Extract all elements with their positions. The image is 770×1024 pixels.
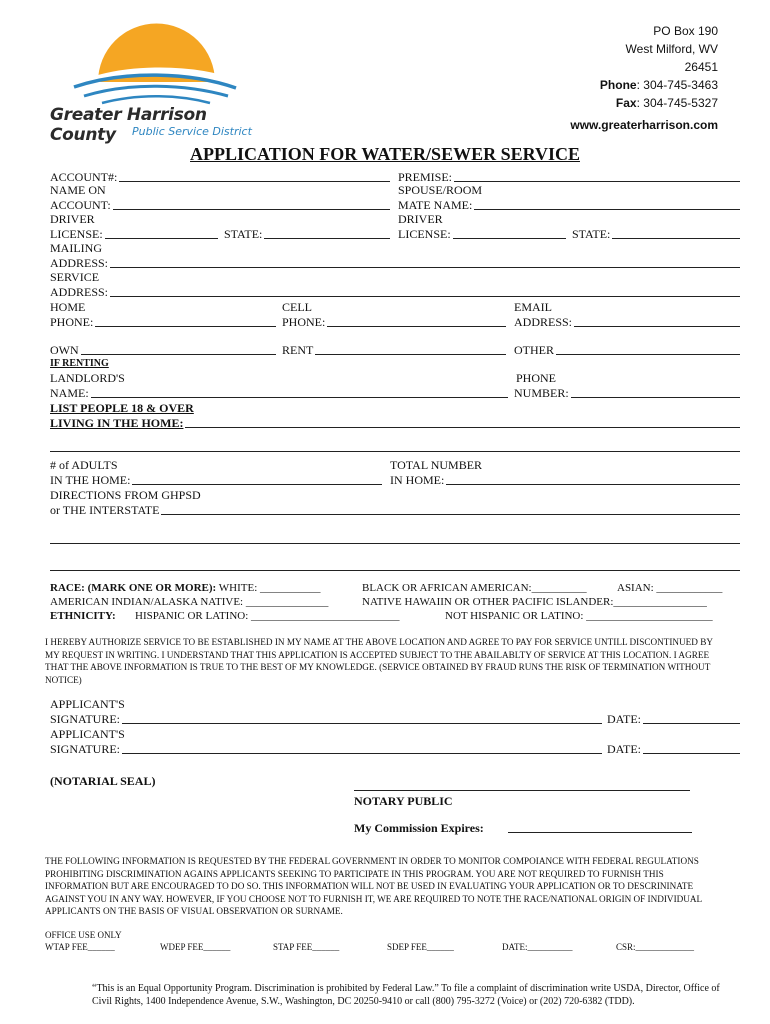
asian-option[interactable]: ASIAN: ____________ [617,582,723,594]
race-label: RACE: (MARK ONE OR MORE): [50,582,217,594]
total-number-label: TOTAL NUMBER [390,458,483,472]
commission-line[interactable] [508,832,692,833]
po-box: PO Box 190 [653,24,718,38]
hawaiian-option[interactable]: NATIVE HAWAIIN OR OTHER PACIFIC ISLANDER:_________________ [362,596,707,608]
wtap-fee-field[interactable]: WTAP FEE______ [45,942,115,952]
name-on-label: NAME ON [50,183,106,197]
interstate-label: or THE INTERSTATE [50,503,160,517]
zip: 26451 [684,60,718,74]
office-date-field[interactable]: DATE:__________ [502,942,573,952]
spouse-state-field[interactable] [572,227,740,242]
adults-in-home-label: IN THE HOME: [50,473,131,487]
applicant2-label: APPLICANT'S [50,727,125,741]
stap-fee-field[interactable]: STAP FEE______ [273,942,340,952]
notary-signature-line[interactable] [354,790,690,791]
total-in-home-field[interactable] [390,473,740,488]
mailing-label: MAILING [50,241,102,255]
own-field[interactable] [50,343,276,358]
landlord-name-label: NAME: [50,386,89,400]
csr-field[interactable]: CSR:_____________ [616,942,695,952]
phone-number: 304-745-3463 [643,78,718,92]
cell-label: CELL [282,300,312,314]
other-field[interactable] [514,343,740,358]
home-phone-field[interactable] [50,315,276,330]
fax-label: Fax [615,96,637,110]
authorization-text: I HEREBY AUTHORIZE SERVICE TO BE ESTABLISHED IN MY NAME AT THE ABOVE LOCATION AND AGREE TO PAY FOR SERVICE UNTILL DISCONTINUED BY MY REQUEST IN WRITING. I UNDERSTAND THAT THIS APPLICATION IS ACCEPTED SUBJECT TO THE ABAILABLTY OF SERVICE AT THIS LOCATION. I AGREE THAT THE ABOVE INFORMATION IS TRUE TO THE BEST OF MY KNOWLEDGE. (SERVICE OBTAINED BY FRAUD RUNS THE RISK OF TERMINATION WITHOUT NOTICE) [45,637,713,685]
home-label: HOME [50,300,86,314]
website[interactable]: www.greaterharrison.com [570,118,718,132]
sdep-fee-field[interactable]: SDEP FEE______ [387,942,454,952]
landlords-label: LANDLORD'S [50,371,125,385]
landlord-name-field[interactable] [50,386,508,401]
state-label: STATE: [224,227,263,241]
home-phone-label: PHONE: [50,315,94,329]
applicant2-date-field[interactable] [607,742,740,757]
logo-name: Greater Harrison County [50,105,207,145]
directions-field[interactable] [50,503,740,518]
premise-label: PREMISE: [398,170,453,184]
living-in-home-label: LIVING IN THE HOME: [50,416,184,430]
commission-label: My Commission Expires: [354,821,484,835]
cell-phone-label: PHONE: [282,315,326,329]
license-field[interactable] [50,227,218,242]
mailing-address-label: ADDRESS: [50,256,109,270]
signature1-label: SIGNATURE: [50,712,121,726]
logo-sub: Public Service District [132,125,252,138]
hispanic-option[interactable]: HISPANIC OR LATINO: ___________________________ [135,610,400,622]
own-label: OWN [50,343,79,357]
directions-line-3[interactable] [50,570,740,571]
if-renting-label: IF RENTING [50,358,109,369]
contact-block [570,22,718,134]
sun-waves-logo-icon [50,10,265,105]
phone-line: Phone: 304-745-3463 [599,78,718,92]
account-name-field[interactable] [50,198,390,213]
notary-public-label: NOTARY PUBLIC [354,794,453,808]
white-option[interactable]: WHITE: ___________ [218,582,321,594]
account-label: ACCOUNT: [50,198,111,212]
signature2-label: SIGNATURE: [50,742,121,756]
mailing-address-field[interactable] [50,256,740,271]
license-label: LICENSE: [50,227,103,241]
date1-label: DATE: [607,712,641,726]
mate-name-field[interactable] [398,198,740,213]
spouse-state-label: STATE: [572,227,611,241]
city: West Milford, WV [625,42,718,56]
fax-line: Fax: 304-745-5327 [615,96,718,110]
total-in-home-label: IN HOME: [390,473,445,487]
federal-info-text: THE FOLLOWING INFORMATION IS REQUESTED BY THE FEDERAL GOVERNMENT IN ORDER TO MONITOR COMPOIANCE WITH FEDERAL REGULATIONS PROHIBITING DISCRIMINATION AGAINS APPLICANTS SEEKING TO PARTICIPATE IN THIS PROGRAM. YOU ARE NOT REQUIRED TO FURNISH THIS INFORMATION BUT ARE ENCOURAGED TO DO SO. THIS INFORMATION WILL NOT BE USED IN EVALUATING YOUR APPLICATION OR TO DESCRININATE AGAINST YOU IN ANY WAY. HOWEVER, IF YOU CHOOSE NOT TO FURNISH IT, WE ARE REQUIRED TO NOTE THE RACE/NATIONAL ORIGIN OF INDIVIDUAL APPLICANTS ON THE BASIS OF VISUAL OBSERVATION OR SURNAME. [45,856,702,916]
list-people-label: LIST PEOPLE 18 & OVER [50,401,194,415]
not-hispanic-option[interactable]: NOT HISPANIC OR LATINO: _______________________ [445,610,713,622]
applicant1-label: APPLICANT'S [50,697,125,711]
spouse-license-label: LICENSE: [398,227,451,241]
email-address-label: ADDRESS: [514,315,573,329]
fax-number: 304-745-5327 [643,96,718,110]
email-label: EMAIL [514,300,552,314]
wdep-fee-field[interactable]: WDEP FEE______ [160,942,231,952]
applicant2-signature-field[interactable] [50,742,602,757]
rent-label: RENT [282,343,314,357]
spouse-license-field[interactable] [398,227,566,242]
landlord-phone-label: PHONE [516,371,557,385]
mate-name-label: MATE NAME: [398,198,473,212]
directions-line-2[interactable] [50,543,740,544]
service-label: SERVICE [50,270,100,284]
driver-label: DRIVER [50,212,95,226]
applicant1-date-field[interactable] [607,712,740,727]
rent-field[interactable] [282,343,506,358]
license-state-field[interactable] [224,227,390,242]
logo [50,10,265,145]
num-adults-label: # of ADULTS [50,458,118,472]
list-people-field[interactable] [50,416,740,431]
ethnicity-label: ETHNICITY: [50,610,116,622]
phone-label: Phone [599,78,637,92]
landlord-number-label: NUMBER: [514,386,569,400]
account-number-label: ACCOUNT#: [50,170,118,184]
list-people-line-2[interactable] [50,451,740,452]
date2-label: DATE: [607,742,641,756]
equal-opportunity-footer: “This is an Equal Opportunity Program. Discrimination is prohibited by Federal Law.” To file a complaint of discrimination write USDA, Director, Office of Civil Rights, 1400 Independence Avenue, S.W., Washington, DC 20250-9410 or call (800) 795-3272 (Voice) or (202) 720-6382 (TDD). [92,983,720,1007]
page-title: APPLICATION FOR WATER/SEWER SERVICE [190,144,580,164]
spouse-label: SPOUSE/ROOM [398,183,483,197]
adults-in-home-field[interactable] [50,473,382,488]
office-use-title: OFFICE USE ONLY [45,930,122,940]
other-label: OTHER [514,343,554,357]
service-address-label: ADDRESS: [50,285,109,299]
cell-phone-field[interactable] [282,315,506,330]
spouse-driver-label: DRIVER [398,212,443,226]
landlord-number-field[interactable] [514,386,740,401]
applicant1-signature-field[interactable] [50,712,602,727]
directions-label: DIRECTIONS FROM GHPSD [50,488,201,502]
service-address-field[interactable] [50,285,740,300]
black-option[interactable]: BLACK OR AFRICAN AMERICAN:__________ [362,582,587,594]
email-address-field[interactable] [514,315,740,330]
notarial-seal-label: (NOTARIAL SEAL) [50,774,156,788]
amer-indian-option[interactable]: AMERICAN INDIAN/ALASKA NATIVE: _______________ [50,596,329,608]
